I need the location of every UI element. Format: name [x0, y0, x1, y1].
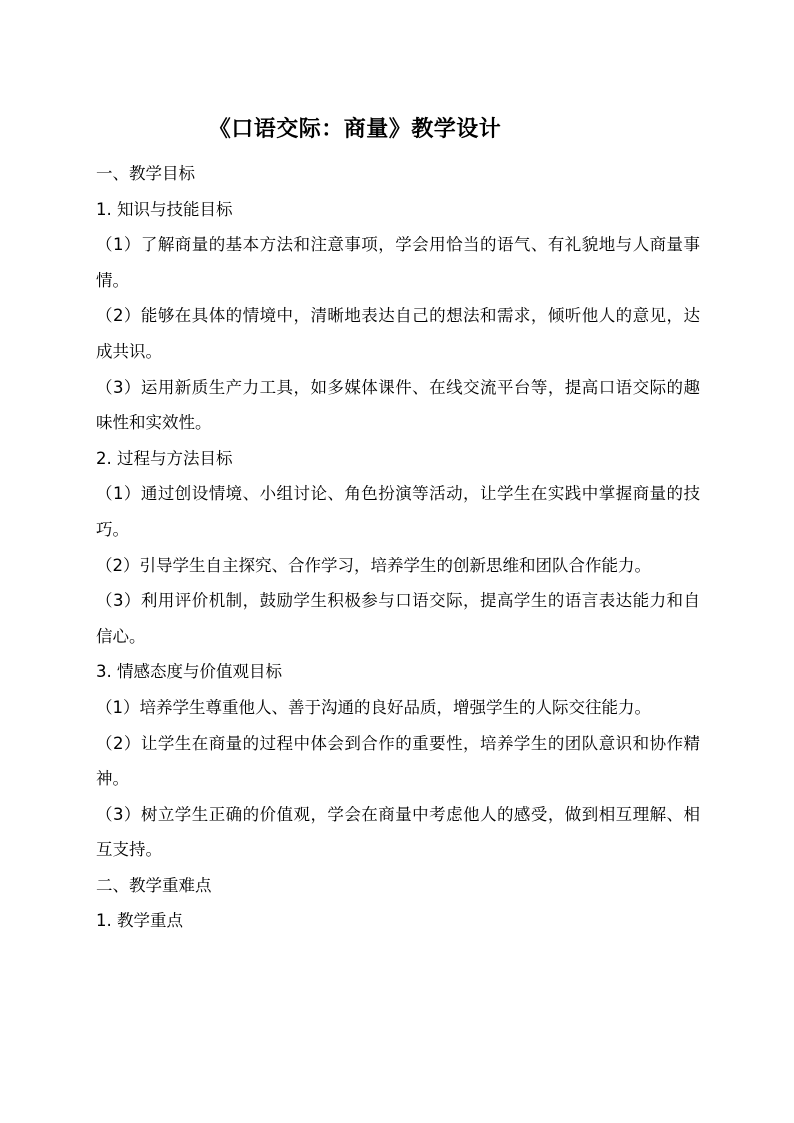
subheading-knowledge-skills: 1. 知识与技能目标 — [96, 199, 233, 219]
paragraph: （3）运用新质生产力工具，如多媒体课件、在线交流平台等，提高口语交际的趣味性和实效性。 — [96, 377, 700, 433]
section-heading-key-difficulties: 二、教学重难点 — [96, 875, 212, 895]
subheading-process-methods: 2. 过程与方法目标 — [96, 448, 233, 468]
paragraph: （3）树立学生正确的价值观，学会在商量中考虑他人的感受，做到相互理解、相互支持。 — [96, 804, 700, 860]
paragraph: （3）利用评价机制，鼓励学生积极参与口语交际，提高学生的语言表达能力和自信心。 — [96, 591, 700, 646]
document-title: 《口语交际：商量》教学设计 — [208, 117, 502, 142]
section-heading-teaching-goals: 一、教学目标 — [96, 164, 195, 183]
document-body — [96, 156, 700, 939]
subheading-teaching-focus: 1. 教学重点 — [96, 911, 183, 931]
paragraph: （2）引导学生自主探究、合作学习，培养学生的创新思维和团队合作能力。 — [96, 555, 651, 575]
paragraph: （2）让学生在商量的过程中体会到合作的重要性，培养学生的团队意识和协作精神。 — [96, 733, 700, 789]
paragraph: （1）培养学生尊重他人、善于沟通的良好品质，增强学生的人际交往能力。 — [96, 697, 651, 717]
paragraph: （2）能够在具体的情境中，清晰地表达自己的想法和需求，倾听他人的意见，达成共识。 — [96, 306, 700, 361]
paragraph: （1）了解商量的基本方法和注意事项，学会用恰当的语气、有礼貌地与人商量事情。 — [96, 235, 700, 290]
paragraph: （1）通过创设情境、小组讨论、角色扮演等活动，让学生在实践中掌握商量的技巧。 — [96, 484, 700, 539]
subheading-emotion-values: 3. 情感态度与价值观目标 — [96, 662, 282, 682]
